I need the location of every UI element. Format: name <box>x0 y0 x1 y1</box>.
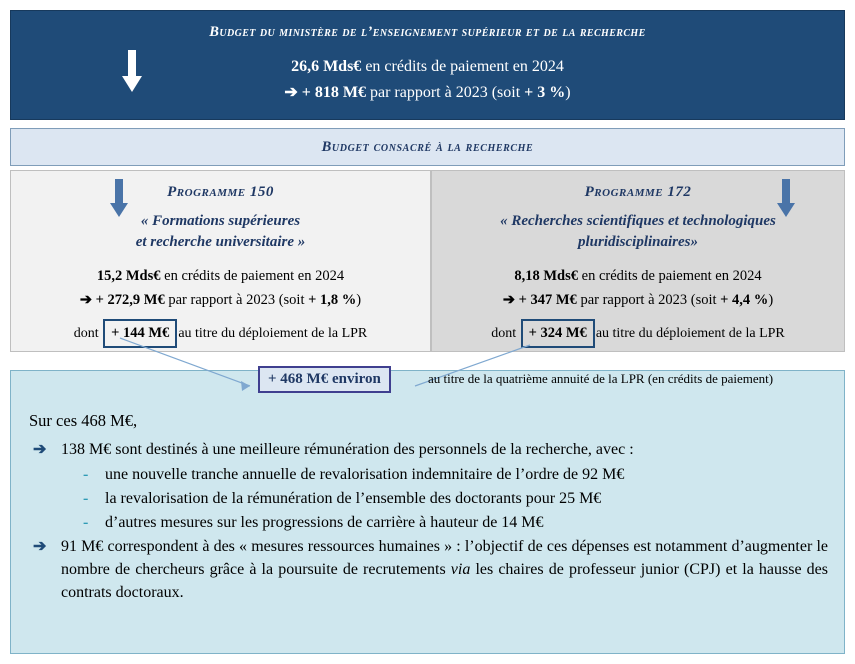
programme-150-lpr-amount: + 144 M€ <box>103 319 177 348</box>
callout-amount-box: + 468 M€ environ <box>258 366 391 393</box>
programme-150-delta-end: ) <box>356 292 362 308</box>
bullet-2-text-part1: 91 M€ correspondent à des « mesures ressources humaines » : l’objectif de ces dépenses est notamment d’augmenter le nombre de chercheurs grâce à la poursuite de recrutements <box>61 538 828 578</box>
programme-172-label-line1: « Recherches scientifiques et technologiques <box>500 213 776 229</box>
callout-note: au titre de la quatrième annuité de la LPR (en crédits de paiement) <box>428 371 774 386</box>
ministry-delta-amount: + 818 M€ <box>301 84 366 101</box>
ministry-delta-arrow: ➔ <box>284 84 298 101</box>
programme-150-delta-line <box>11 289 430 311</box>
list-item <box>27 487 828 510</box>
ministry-amount-rest: en crédits de paiement en 2024 <box>361 58 564 75</box>
list-item <box>27 511 828 534</box>
ministry-budget-block <box>10 10 845 120</box>
ministry-delta-rest: par rapport à 2023 (soit <box>365 84 525 101</box>
programme-150-amount-line <box>11 265 430 287</box>
programme-150-label <box>11 211 430 253</box>
programme-172-lpr-line <box>432 319 844 348</box>
down-arrow-icon <box>776 179 796 219</box>
list-item <box>27 438 828 461</box>
programme-150-lpr-line <box>11 319 430 348</box>
programme-172-name: Programme 172 <box>584 184 692 200</box>
programme-172-delta-pct: + 4,4 % <box>720 292 769 308</box>
programme-150-amount: 15,2 Mds€ <box>96 268 161 284</box>
programme-150-amount-rest: en crédits de paiement en 2024 <box>160 268 345 284</box>
programme-172-delta-line <box>432 289 844 311</box>
programme-150-label-line2: et recherche universitaire » <box>135 234 306 250</box>
programme-172-card <box>431 170 845 352</box>
programme-172-lpr-suffix: au titre du déploiement de la LPR <box>595 326 785 341</box>
programme-172-delta-amount: + 347 M€ <box>518 292 577 308</box>
bullet-2-text-italic: via <box>450 561 471 578</box>
research-band-title: Budget consacré à la recherche <box>321 139 534 155</box>
programme-150-label-line1: « Formations supérieures <box>140 213 301 229</box>
ministry-title: Budget du ministère de l’enseignement supérieur et de la recherche <box>209 24 646 40</box>
detail-intro: Sur ces 468 M€, <box>29 411 138 430</box>
programme-150-delta-pct: + 1,8 % <box>308 292 357 308</box>
research-budget-band <box>10 128 845 166</box>
programme-150-delta-amount: + 272,9 M€ <box>95 292 165 308</box>
programme-172-amount-line <box>432 265 844 287</box>
bullet-2-text-part2: les chaires de professeur junior (CPJ) et la hausse des contrats doctoraux. <box>61 561 828 601</box>
detail-panel <box>10 370 845 654</box>
down-arrow-icon <box>121 50 143 94</box>
programme-172-amount-rest: en crédits de paiement en 2024 <box>578 268 762 284</box>
programme-172-delta-arrow: ➔ <box>502 292 515 308</box>
programme-150-name: Programme 150 <box>167 184 274 200</box>
down-arrow-icon <box>109 179 129 219</box>
programme-172-amount: 8,18 Mds€ <box>514 268 579 284</box>
programme-172-label-line2: pluridisciplinaires» <box>577 234 699 250</box>
bullet-1-sub-1-text: une nouvelle tranche annuelle de revalorisation indemnitaire de l’ordre de 92 M€ <box>105 466 625 483</box>
programmes-row <box>10 170 845 352</box>
programme-150-lpr-suffix: au titre du déploiement de la LPR <box>178 326 368 341</box>
bullet-1-text: 138 M€ sont destinés à une meilleure rémunération des personnels de la recherche, avec : <box>61 441 634 458</box>
dash-bullet-icon: - <box>83 490 89 507</box>
bullet-1-sub-2-text: la revalorisation de la rémunération de l’ensemble des doctorants pour 25 M€ <box>105 490 602 507</box>
list-item <box>27 463 828 486</box>
dash-bullet-icon: - <box>83 466 89 483</box>
programme-172-lpr-amount: + 324 M€ <box>521 319 595 348</box>
programme-150-delta-arrow: ➔ <box>79 292 93 308</box>
programme-172-delta-end: ) <box>768 292 774 308</box>
programme-150-delta-rest: par rapport à 2023 (soit <box>164 292 309 308</box>
bullet-1-sub-3-text: d’autres mesures sur les progressions de carrière à hauteur de 14 M€ <box>105 514 544 531</box>
programme-172-lpr-prefix: dont <box>491 326 520 341</box>
ministry-body <box>11 54 844 106</box>
detail-content <box>11 371 844 616</box>
programme-150-card <box>10 170 431 352</box>
callout-row <box>10 366 845 398</box>
ministry-delta-end: ) <box>565 84 571 101</box>
programme-172-delta-rest: par rapport à 2023 (soit <box>576 292 721 308</box>
arrow-bullet-icon: ➔ <box>33 538 47 555</box>
programme-150-lpr-prefix: dont <box>73 326 103 341</box>
ministry-amount: 26,6 Mds€ <box>291 58 362 75</box>
ministry-delta-pct: + 3 % <box>524 84 566 101</box>
list-item <box>27 535 828 604</box>
arrow-bullet-icon: ➔ <box>33 441 47 458</box>
dash-bullet-icon: - <box>83 514 89 531</box>
